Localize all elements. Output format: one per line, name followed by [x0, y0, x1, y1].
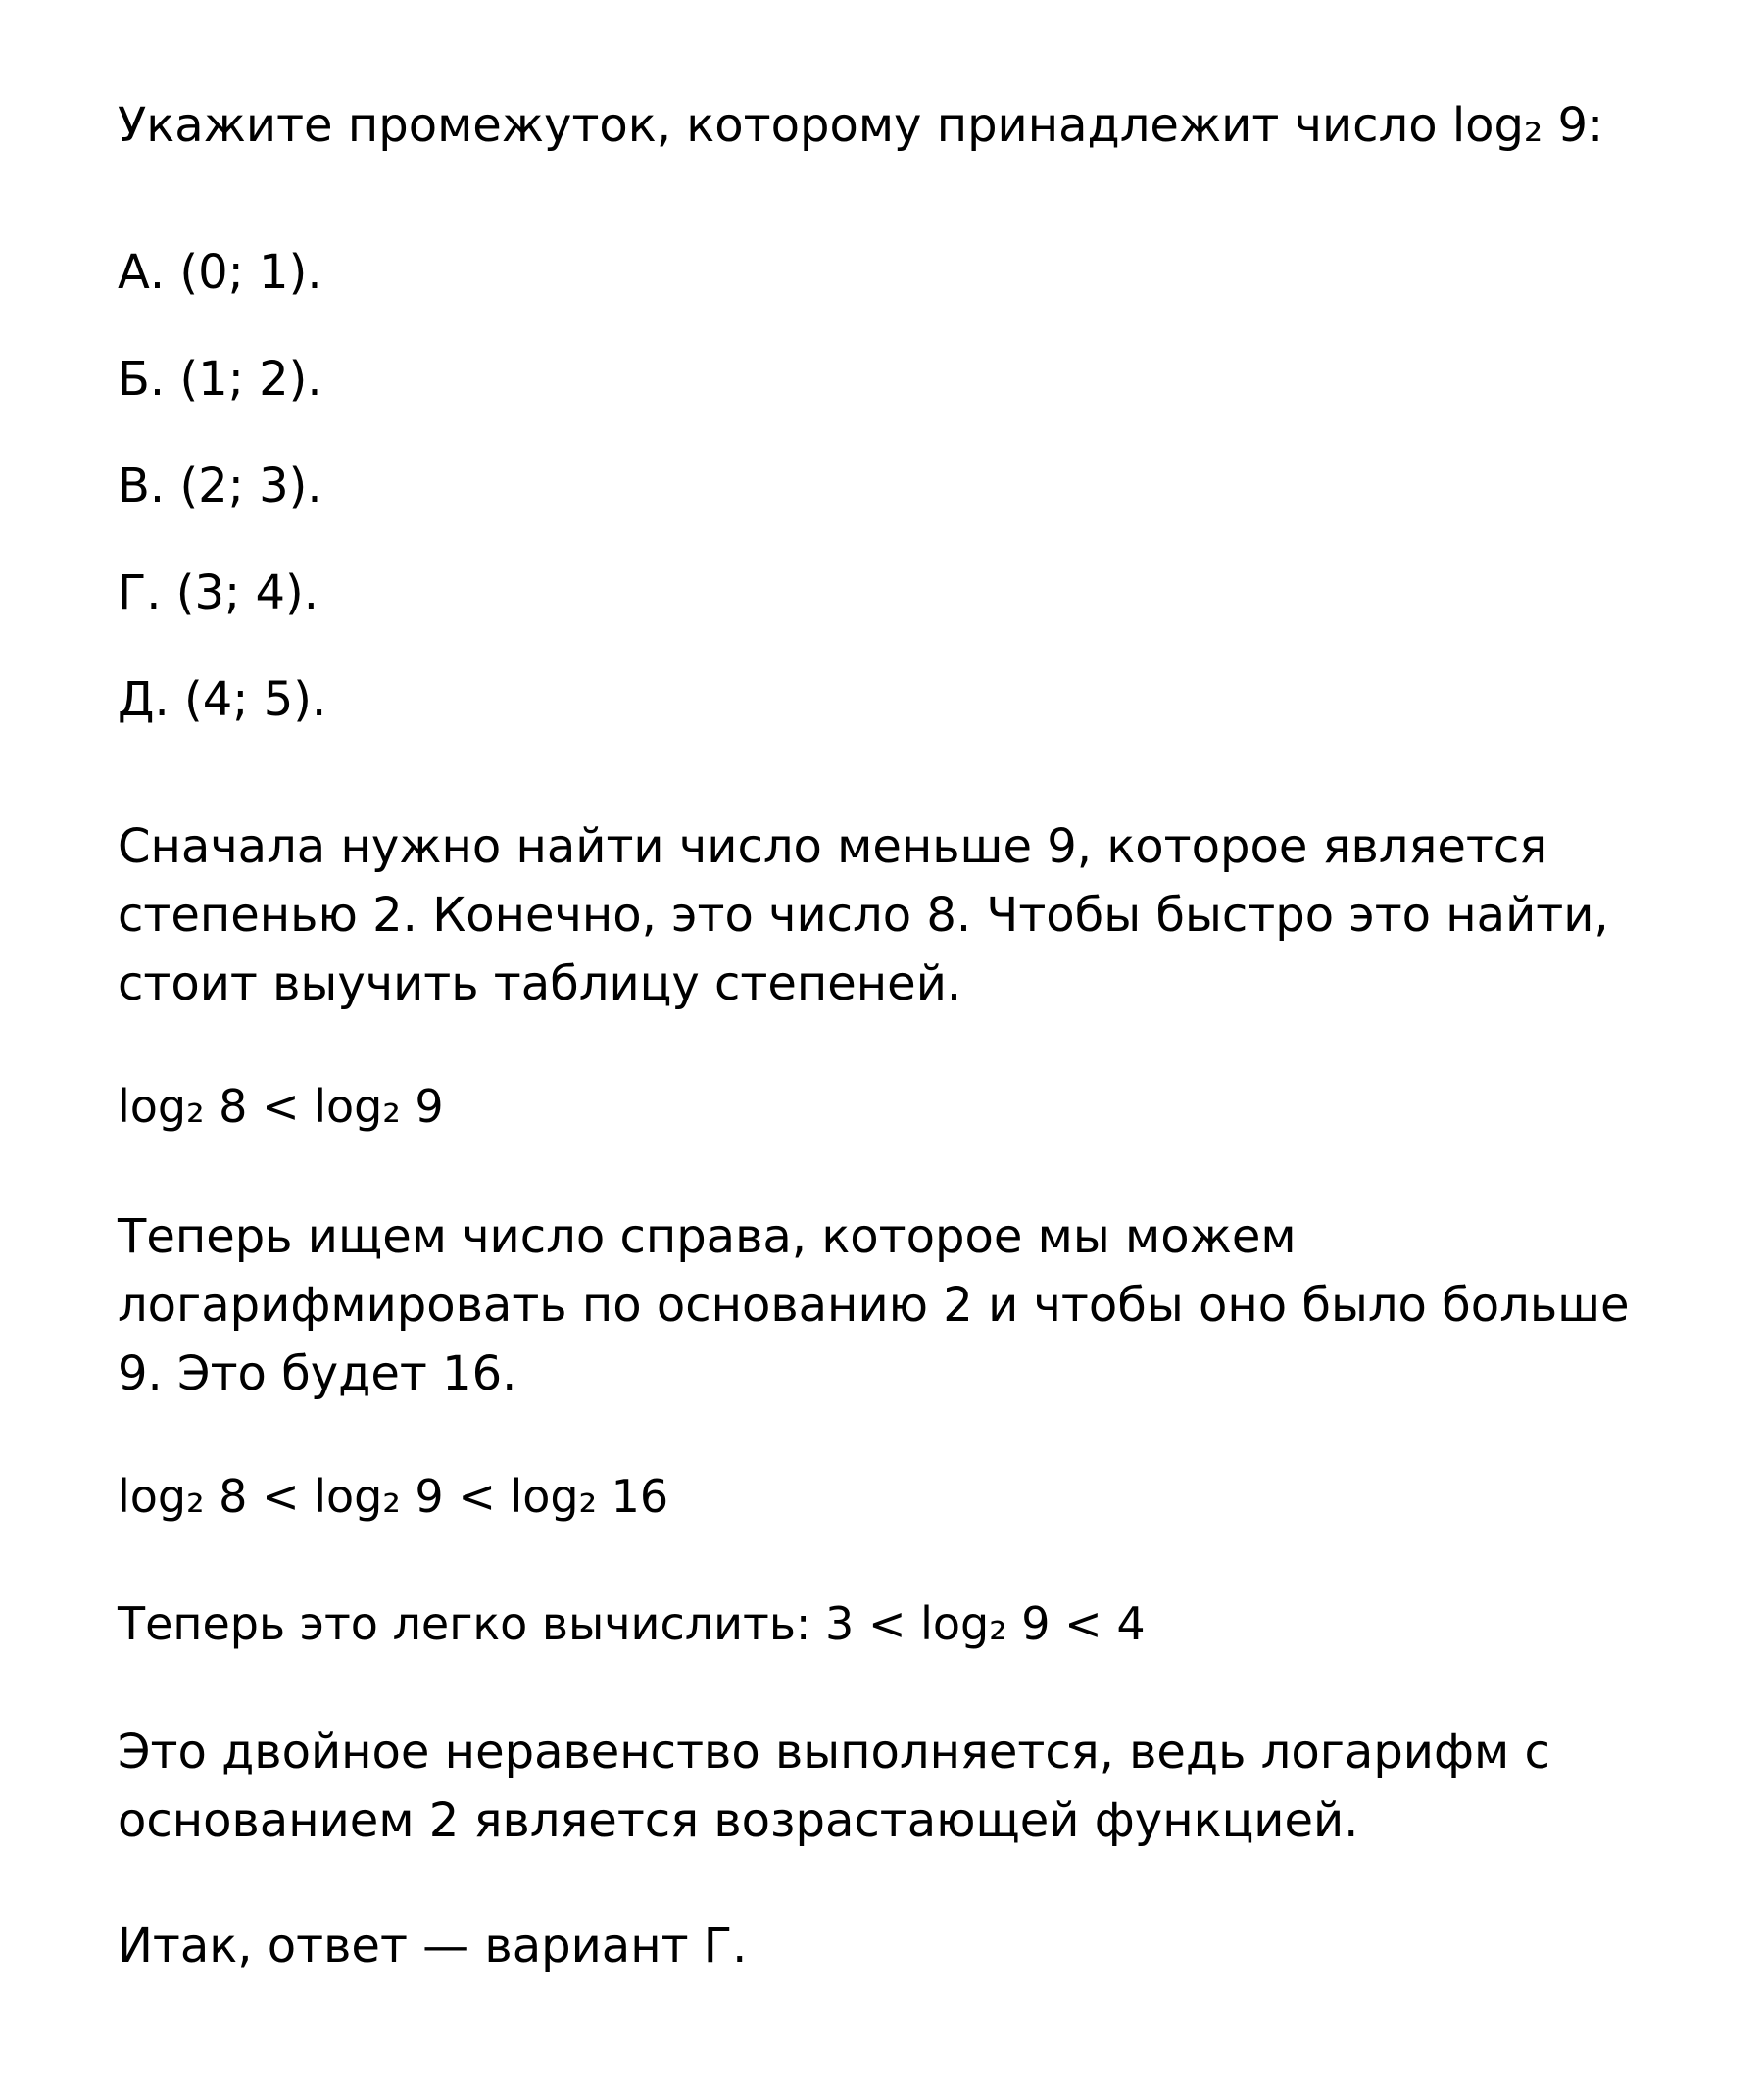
option-a: А. (0; 1).	[118, 245, 322, 300]
option-d: Г. (3; 4).	[118, 565, 319, 620]
paragraph-line: основанием 2 является возрастающей функцией.	[118, 1793, 1359, 1848]
inequality-1: log₂ 8 < log₂ 9	[118, 1080, 444, 1133]
solution-paragraph-2	[118, 1202, 1666, 1408]
paragraph-line: Это двойное неравенство выполняется, ведь логарифм с	[118, 1725, 1550, 1780]
paragraph-line: 9. Это будет 16.	[118, 1346, 517, 1401]
answer-text: Итак, ответ — вариант Г.	[118, 1919, 748, 1974]
paragraph-line: степенью 2. Конечно, это число 8. Чтобы быстро это найти,	[118, 888, 1609, 943]
option-c: В. (2; 3).	[118, 459, 322, 513]
paragraph-line: стоит выучить таблицу степеней.	[118, 956, 962, 1011]
inequality-2: log₂ 8 < log₂ 9 < log₂ 16	[118, 1470, 669, 1523]
paragraph-line: Теперь ищем число справа, которое мы можем	[118, 1209, 1297, 1264]
question-text: Укажите промежуток, которому принадлежит число log₂ 9:	[118, 98, 1604, 153]
option-e: Д. (4; 5).	[118, 672, 327, 727]
option-b: Б. (1; 2).	[118, 352, 322, 407]
solution-paragraph-1	[118, 812, 1666, 1018]
solution-paragraph-3: Теперь это легко вычислить: 3 < log₂ 9 < 4	[118, 1597, 1146, 1650]
solution-paragraph-4	[118, 1718, 1666, 1855]
paragraph-line: логарифмировать по основанию 2 и чтобы оно было больше	[118, 1278, 1630, 1333]
paragraph-line: Сначала нужно найти число меньше 9, которое является	[118, 819, 1548, 874]
